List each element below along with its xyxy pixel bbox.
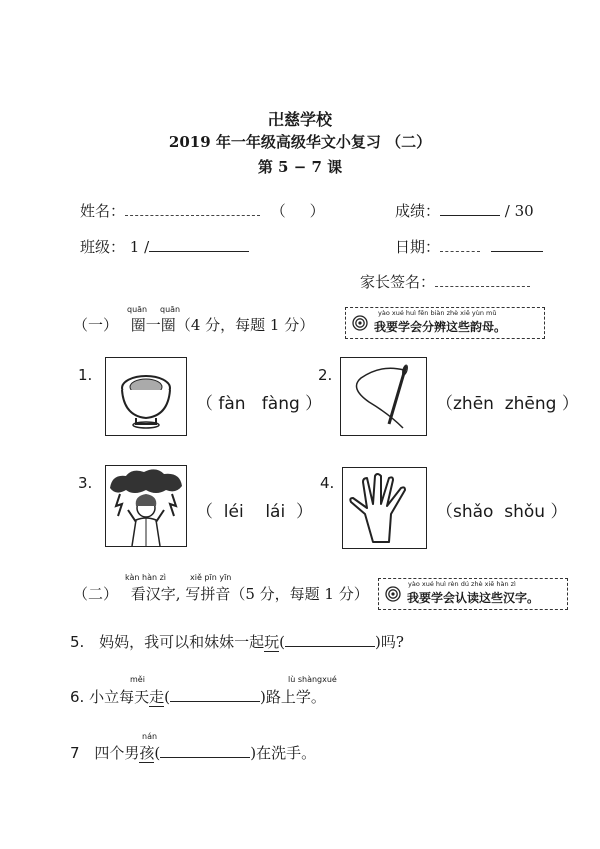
section2-label: （二）: [73, 585, 119, 603]
section2-note: 我要学会认读这些汉字。: [407, 590, 540, 605]
item2-number: 2.: [318, 366, 333, 384]
item2-choices[interactable]: （zhēn zhēng ）: [436, 394, 579, 414]
section1-pinyin-1: quān: [127, 305, 148, 314]
section1-title: 圈一圈: [130, 316, 176, 334]
q6-target-char: 走: [149, 688, 165, 706]
q5-number: 5.: [70, 633, 85, 651]
question-5: 5. 妈妈，我可以和妹妹一起玩( )吗?: [70, 633, 404, 651]
item1-number: 1.: [78, 366, 93, 384]
q5-answer-blank[interactable]: [285, 632, 375, 647]
section1-pinyin-2: quān: [160, 305, 181, 314]
q7-text-after: 在洗手。: [256, 744, 317, 762]
swirl-icon: [385, 586, 401, 602]
item4-choices[interactable]: （shǎo shǒu ）: [436, 502, 568, 522]
score-field: [395, 200, 534, 221]
item1-picture: [105, 357, 187, 436]
score-blank[interactable]: [440, 201, 500, 216]
section2-heading: [73, 583, 369, 604]
q6-text-before: 小立每天: [89, 688, 150, 706]
item2-picture: [340, 357, 427, 436]
section1-label: （一）: [73, 316, 119, 334]
question-6: 6. 小立每天走( )路上学。: [70, 688, 326, 706]
q6-hint-pinyin: měi: [130, 675, 145, 684]
date-field: [395, 236, 543, 257]
q6-number: 6.: [70, 688, 85, 706]
hand-icon: [343, 468, 426, 548]
name-blank[interactable]: [125, 201, 260, 216]
section2-pinyin-1: kàn hàn zì: [125, 573, 167, 582]
parent-sign-label: 家长签名：: [360, 273, 436, 291]
section1-note-pinyin: yào xué huì fēn biàn zhè xiē yùn mǔ: [378, 309, 497, 317]
question-7: 7 四个男孩( )在洗手。: [70, 744, 317, 762]
section1-heading: [73, 314, 314, 335]
q6-text-after: 路上学。: [265, 688, 326, 706]
q7-target-char: 孩: [139, 744, 155, 762]
q5-target-char: 玩: [264, 633, 280, 651]
q7-text-before: 四个男: [94, 744, 140, 762]
item4-number: 4.: [320, 474, 335, 492]
lesson-range: 第 5 − 7 课: [257, 158, 343, 176]
section1-note: 我要学会分辨这些韵母。: [374, 319, 507, 334]
section2-title: 看汉字, 写拼音: [130, 585, 231, 603]
q5-text-after: 吗?: [380, 633, 404, 651]
date-blank-1[interactable]: [440, 237, 480, 252]
section2-score: （5 分，每题 1 分）: [230, 585, 369, 603]
class-field: [80, 236, 249, 257]
section1-score: （4 分，每题 1 分）: [175, 316, 315, 334]
date-blank-2[interactable]: [491, 237, 543, 252]
q7-number: 7: [70, 744, 80, 762]
class-value: 1 /: [129, 238, 150, 256]
rice-bowl-icon: [106, 358, 186, 435]
score-label: 成绩：: [395, 202, 441, 220]
item1-choices[interactable]: （ fàn fàng ）: [196, 394, 323, 414]
q5-text-before: 妈妈，我可以和妹妹一起: [99, 633, 265, 651]
parent-sign-blank[interactable]: [435, 272, 530, 287]
school-name: 卍慈学校: [267, 110, 332, 129]
parent-sign-field: [360, 271, 530, 292]
q6-answer-blank[interactable]: [170, 687, 260, 702]
swirl-icon: [352, 315, 368, 331]
class-blank[interactable]: [149, 237, 249, 252]
q6-hint-pinyin-2: lù shàngxué: [288, 675, 337, 684]
name-label: 姓名：: [80, 202, 126, 220]
score-total: / 30: [504, 202, 534, 220]
name-field: [80, 200, 325, 221]
section2-note-pinyin: yào xué huì rèn dú zhè xiē hàn zì: [408, 580, 516, 588]
item4-picture: [342, 467, 427, 549]
item3-choices[interactable]: （ léi lái ）: [196, 502, 313, 522]
needle-thread-icon: [341, 358, 426, 435]
section2-pinyin-2: xiě pīn yīn: [190, 573, 232, 582]
name-paren: （ ）: [270, 202, 325, 220]
q7-answer-blank[interactable]: [160, 743, 250, 758]
worksheet-title: 2019 年一年级高级华文小复习 （二）: [168, 133, 432, 151]
q7-hint-pinyin: nán: [142, 732, 158, 741]
thunderstorm-icon: [106, 466, 186, 546]
item3-number: 3.: [78, 474, 93, 492]
item3-picture: [105, 465, 187, 547]
class-label: 班级：: [80, 238, 126, 256]
date-label: 日期：: [395, 238, 441, 256]
